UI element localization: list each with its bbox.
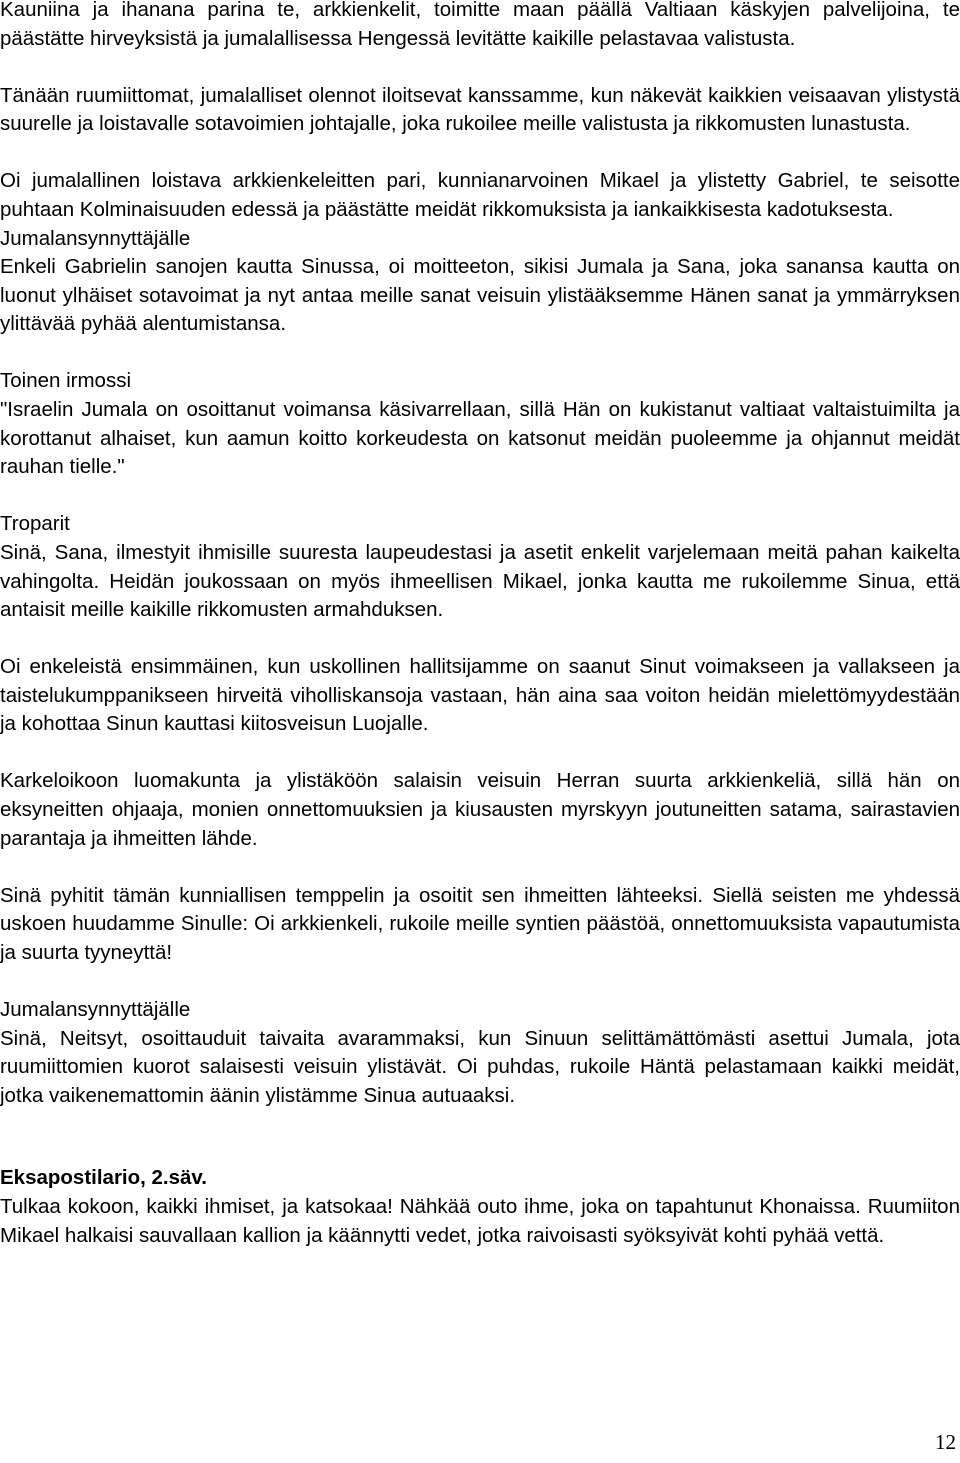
- page-number: 12: [935, 1430, 956, 1454]
- paragraph: "Israelin Jumala on osoittanut voimansa käsivarrellaan, sillä Hän on kukistanut valtiaat valtaistuimilta ja korottanut alhaiset, kun aamun koitto korkeudesta on katsonut meidän puoleemme ja ohjannut meidät rauhan tielle.": [0, 398, 960, 479]
- paragraph: Sinä, Neitsyt, osoittauduit taivaita avarammaksi, kun Sinuun selittämättömästi asettui Jumala, jota ruumiittomien kuorot salaisesti veisuin ylistävät. Oi puhdas, rukoile Häntä pelastamaan kaikki meidät, jotka vaikenemattomin äänin ylistämme Sinua autuaaksi.: [0, 1026, 960, 1107]
- paragraph: Sinä, Sana, ilmestyit ihmisille suuresta laupeudestasi ja asetit enkelit varjelemaan meitä pahan kaikelta vahingolta. Heidän joukossaan on myös ihmeellisen Mikael, jonka kautta me rukoilemme Sinua, että antaisit meille kaikille rikkomusten armahduksen.: [0, 540, 960, 622]
- section-heading: Jumalansynnyttäjälle: [0, 998, 191, 1022]
- section-heading: Jumalansynnyttäjälle: [0, 226, 191, 250]
- section-heading: Troparit: [0, 512, 70, 536]
- paragraph: Oi jumalallinen loistava arkkienkeleitten pari, kunnianarvoinen Mikael ja ylistetty Gabriel, te seisotte puhtaan Kolminaisuuden edessä ja päästätte meidät rikkomuksista ja iankaikkisesta kadotuksesta.: [0, 169, 960, 221]
- section-heading: Toinen irmossi: [0, 369, 132, 393]
- paragraph: Karkeloikoon luomakunta ja ylistäköön salaisin veisuin Herran suurta arkkienkeliä, sillä hän on eksyneitten ohjaaja, monien onnettomuuksien ja kiusausten myrskyyn joutuneitten satama, sairastavien parantaja ja ihmeitten lähde.: [0, 769, 960, 850]
- paragraph: Enkeli Gabrielin sanojen kautta Sinussa, oi moitteeton, sikisi Jumala ja Sana, joka sanansa kautta on luonut ylhäiset sotavoimat ja nyt antaa meille sanat veisuin ylistääksemme Hänen sanat ja ymmärryksen ylittävää pyhää alentumistansa.: [0, 255, 960, 336]
- paragraph: Kauniina ja ihanana parina te, arkkienkelit, toimitte maan päällä Valtiaan käskyjen palvelijoina, te päästätte hirveyksistä ja jumalallisessa Hengessä levitätte kaikille pelastavaa valistusta.: [0, 0, 960, 50]
- paragraph: Tulkaa kokoon, kaikki ihmiset, ja katsokaa! Nähkää outo ihme, joka on tapahtunut Khonaissa. Ruumiiton Mikael halkaisi sauvallaan kallion ja käännytti vedet, jotka raivoisasti syöksyivät kohti pyhää vettä.: [0, 1195, 960, 1247]
- paragraph: Tänään ruumiittomat, jumalalliset olennot iloitsevat kanssamme, kun näkevät kaikkien veisaavan ylistystä suurelle ja loistavalle sotavoimien johtajalle, joka rukoilee meille valistusta ja rikkomusten lunastusta.: [0, 83, 960, 136]
- paragraph: Oi enkeleistä ensimmäinen, kun uskollinen hallitsijamme on saanut Sinut voimakseen ja vallakseen ja taistelukumppanikseen hirveitä viholliskansoja vastaan, hän aina saa voiton heidän mielettömyydestään ja kohottaa Sinun kauttasi kiitosveisun Luojalle.: [0, 655, 960, 736]
- paragraph: Sinä pyhitit tämän kunniallisen temppelin ja osoitit sen ihmeitten lähteeksi. Siellä seisten me yhdessä uskoen huudamme Sinulle: Oi arkkienkeli, rukoile meille syntien päästöä, onnettomuuksista vapautumista ja suurta tyyneyttä!: [0, 883, 960, 964]
- section-heading-bold: Eksapostilario, 2.säv.: [0, 1166, 208, 1190]
